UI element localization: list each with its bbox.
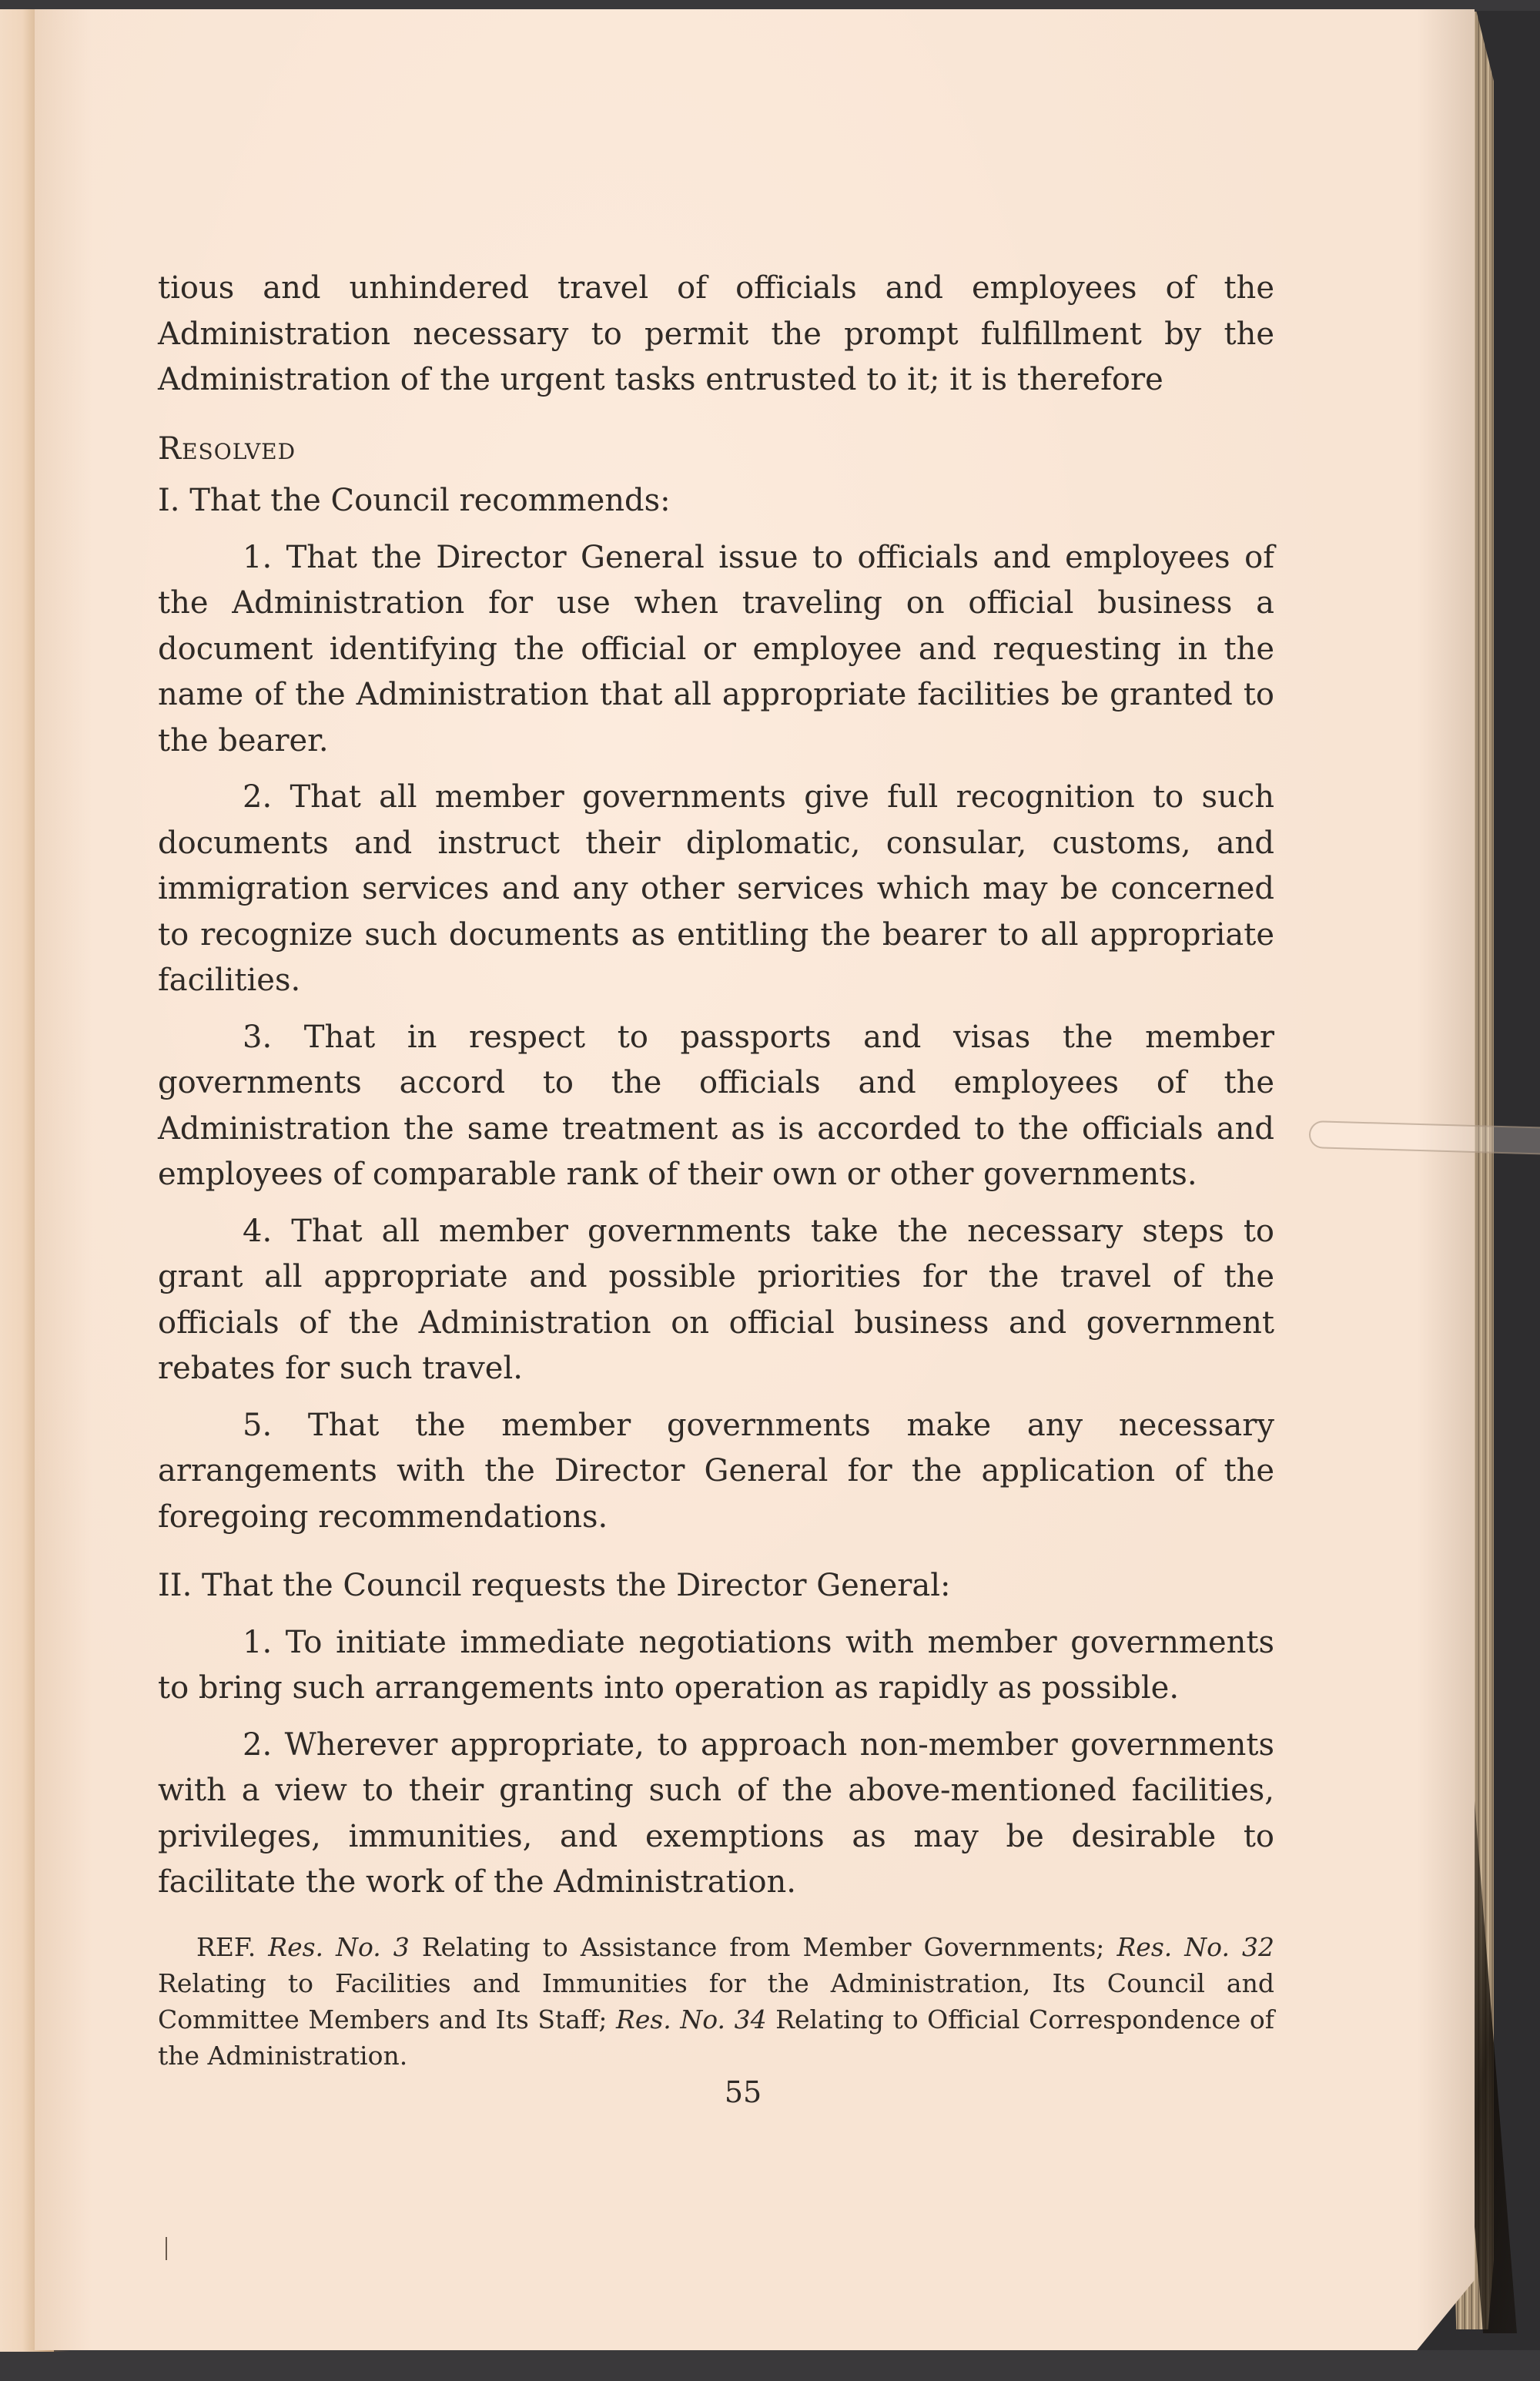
opening-paragraph: tious and unhindered travel of officials and employees of the Administration necessary to permit the prompt fulfillment by the Administration of the urgent tasks entrusted to it; it is therefore <box>158 270 1274 397</box>
section-2-heading: II. That the Council requests the Director General: <box>158 1568 951 1603</box>
reference-title: Relating to Official Correspondence of the Administration. <box>158 2004 1274 2071</box>
resolved-heading: Resolved <box>158 430 296 467</box>
reference-title: Relating to Assistance from Member Governments; <box>409 1931 1117 1962</box>
section-1-list <box>158 535 1274 1541</box>
section-1-item: 3. That in respect to passports and visas the member governments accord to the officials and employees of the Administration the same treatment as is accorded to the officials and employees of comparable rank of their own or other governments. <box>158 1019 1274 1192</box>
reference-resolution: Res. No. 32 <box>1116 1931 1274 1962</box>
page-body <box>158 266 1274 2074</box>
reference-resolution: Res. No. 34 <box>616 2004 767 2034</box>
reference-title: Relating to Facilities and Immunities for the Administration, Its Council and Committee Members and Its Staff; <box>158 1967 1274 2034</box>
section-1-item: 2. That all member governments give full recognition to such documents and instruct their diplomatic, consular, customs, and immigration services and any other services which may be concerned to recognize such documents as entitling the bearer to all appropriate facilities. <box>158 779 1274 998</box>
scan-background-top <box>0 0 1540 11</box>
section-2-list <box>158 1620 1274 1906</box>
reference-prefix: REF. <box>196 1931 256 1962</box>
section-1-heading: I. That the Council recommends: <box>158 483 671 518</box>
section-2-item: 2. Wherever appropriate, to approach non-member governments with a view to their granting such of the above-mentioned facilities, privileges, immunities, and exemptions as may be desirable to facilitate the work of the Administration. <box>158 1726 1274 1900</box>
section-1-item: 4. That all member governments take the necessary steps to grant all appropriate and possible priorities for the travel of the officials of the Administration on official business and government rebates for such travel. <box>158 1213 1274 1386</box>
section-2-item: 1. To initiate immediate negotiations with member governments to bring such arrangements into operation as rapidly as possible. <box>158 1624 1274 1706</box>
margin-mark <box>166 2237 167 2260</box>
reference-note <box>158 1929 1274 2074</box>
page-number: 55 <box>724 2075 762 2109</box>
reference-resolution: Res. No. 3 <box>268 1931 410 1962</box>
scan-background-bottom <box>0 2350 1540 2381</box>
section-1-item: 5. That the member governments make any necessary arrangements with the Director General for the application of the foregoing recommendations. <box>158 1407 1274 1535</box>
section-1-item: 1. That the Director General issue to officials and employees of the Administration for use when traveling on official business a document identifying the official or employee and requesting in the name of the Administration that all appropriate facilities be granted to the bearer. <box>158 539 1274 759</box>
